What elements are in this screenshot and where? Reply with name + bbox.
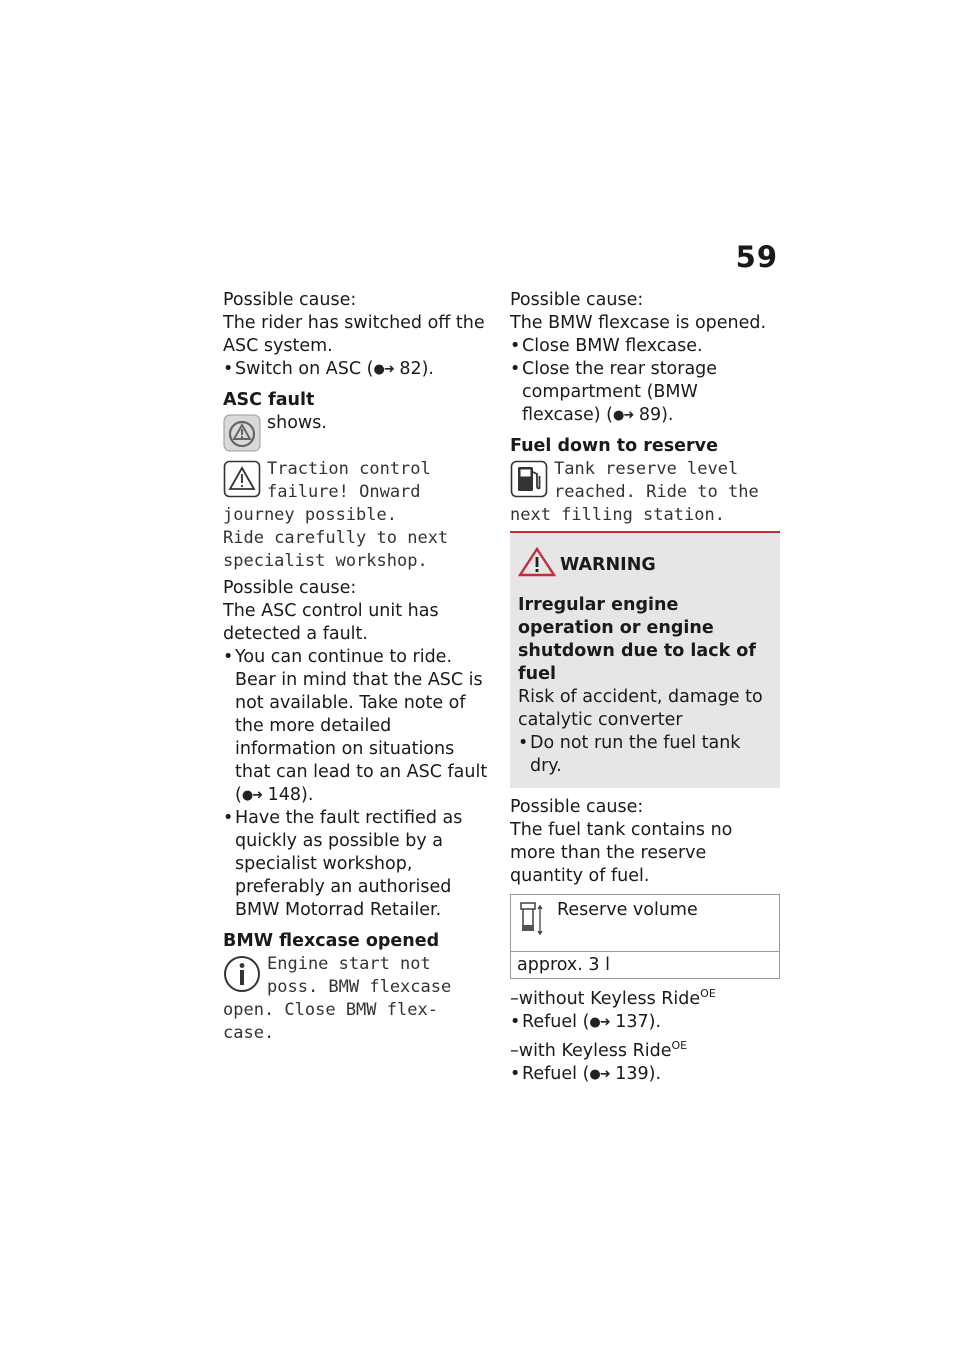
bullet-list [510,1063,780,1086]
page-reference[interactable]: ●➜ 82). [373,359,434,379]
oe-badge: OE [671,1038,688,1052]
list-item: • Close BMW flexcase. [510,335,780,358]
bullet-list [223,646,491,922]
fuel-pump-icon [510,460,548,498]
page-reference[interactable]: ●➜ 148). [241,785,314,805]
flexcase-heading: BMW flexcase opened [223,931,440,951]
reference-arrow-icon: ●➜ [589,1066,610,1082]
asc-warning-icon [223,414,261,452]
bullet-list [510,1011,780,1034]
spec-header [511,895,779,951]
fuel-display-message [510,458,780,527]
display-line: Tank reserve level [554,459,739,479]
option-without: –without Keyless Ride$^{OE}$ [510,987,716,1009]
list-item: • Switch on ASC (●➜ 82). [223,358,491,381]
warning-text: Risk of accident, damage to catalytic converter [518,687,763,730]
general-warning-icon [223,460,261,498]
cause-label: Possible cause: [223,578,357,598]
reference-arrow-icon: ●➜ [241,788,263,803]
page-reference[interactable]: ●➜ 139). [589,1063,662,1084]
cause-label: Possible cause: [510,797,644,817]
cause-text: The fuel tank contains no more than the reserve quantity of fuel. [510,820,733,886]
bullet-list [223,358,491,381]
display-line: next filling station. [510,505,725,525]
page-reference[interactable]: ●➜ 89). [612,405,674,425]
warning-heading: Irregular engine operation or engine shutdown due to lack of fuel [518,595,756,684]
page-number: 59 [735,240,778,274]
reference-arrow-icon: ●➜ [612,408,634,423]
cause-label: Possible cause: [510,290,644,310]
list-item: • Have the fault rectified as quickly as possible by a specialist workshop, preferably an authorised BMW Motorrad Retailer. [223,807,491,922]
display-line: Engine start not [267,954,431,974]
display-line: reached. Ride to the [554,482,759,502]
flexcase-display-message [223,953,491,1045]
left-column [223,289,491,1045]
page-reference[interactable]: ●➜ 137). [589,1011,662,1032]
warning-title: WARNING [560,554,656,575]
display-line: poss. BMW flexcase [267,977,452,997]
shows-text: shows. [267,413,327,433]
bullet-list [510,335,780,427]
option-with: –with Keyless Ride$^{OE}$ [510,1038,688,1061]
list-item: • Refuel (●➜ 139). [510,1063,780,1086]
cause-text: The ASC control unit has detected a fault. [223,601,439,644]
oe-badge: OE [700,987,716,1000]
cause-text: The rider has switched off the ASC system. [223,313,485,356]
right-column [510,289,780,1086]
list-item: • Do not run the fuel tank dry. [518,732,772,778]
spec-value: approx. 3 l [511,951,779,978]
display-line: case. [223,1023,275,1043]
spec-label: Reserve volume [557,900,698,920]
reserve-volume-table [510,894,780,979]
list-item: • Refuel (●➜ 137). [510,1011,780,1034]
display-line: journey possible. [223,505,397,525]
display-line: specialist workshop. [223,551,428,571]
warning-box [510,531,780,788]
warning-list [518,732,772,778]
info-icon [223,955,261,993]
list-item: • You can continue to ride. Bear in mind that the ASC is not available. Take note of the more detailed information on situations that can lead to an ASC fault (●➜ 148). [223,646,491,807]
asc-display-message [223,458,491,573]
cause-label: Possible cause: [223,290,357,310]
reference-arrow-icon: ●➜ [373,362,394,377]
fuel-gauge-icon [517,899,557,945]
cause-text: The BMW flexcase is opened. [510,313,767,333]
display-line: open. Close BMW flex- [223,1000,438,1020]
display-line: Traction control [267,459,431,479]
asc-indicator-row [223,412,491,456]
reference-arrow-icon: ●➜ [589,1014,610,1030]
display-line: failure! Onward [267,482,421,502]
warning-title-row [518,547,772,582]
display-line: Ride carefully to next [223,528,449,548]
list-item: • Close the rear storage compartment (BMW flexcase) (●➜ 89). [510,358,780,427]
fuel-reserve-heading: Fuel down to reserve [510,436,718,456]
warning-triangle-icon [518,547,556,582]
asc-fault-heading: ASC fault [223,390,315,410]
